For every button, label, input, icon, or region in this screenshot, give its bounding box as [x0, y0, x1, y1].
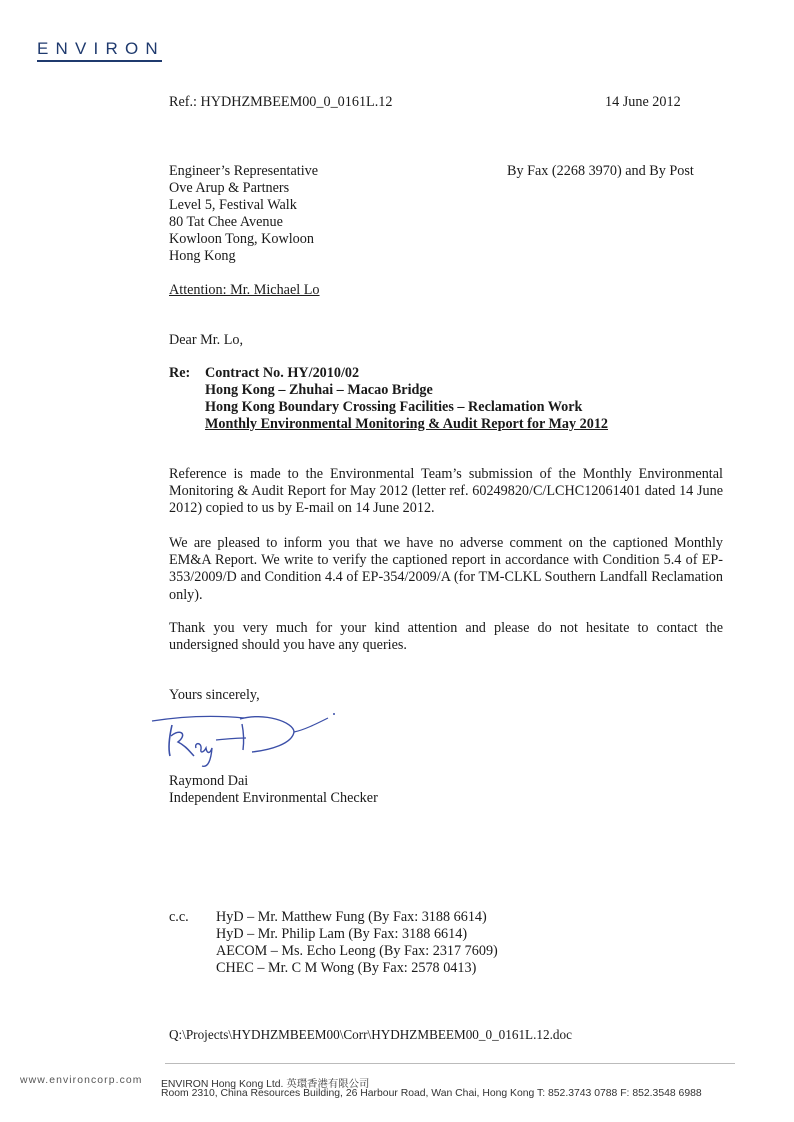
salutation: Dear Mr. Lo, [169, 332, 244, 348]
signatory-title: Independent Environmental Checker [169, 790, 378, 806]
signatory-name: Raymond Dai [169, 773, 249, 789]
re-label: Re: [169, 365, 191, 381]
logo-underline [37, 60, 162, 62]
subject-line: Hong Kong – Zhuhai – Macao Bridge [205, 382, 433, 398]
reference-number: Ref.: HYDHZMBEEM00_0_0161L.12 [169, 94, 393, 110]
attention-line: Attention: Mr. Michael Lo [169, 282, 320, 298]
body-paragraph: We are pleased to inform you that we have no adverse comment on the captioned Monthly EM&A Report. We write to verify the captioned report in accordance with Condition 5.4 of EP-353/2009/D and Condition 4.4 of EP-354/2009/A (for TM-CLKL Southern Landfall Reclamation only). [169, 535, 723, 603]
letter-date: 14 June 2012 [605, 94, 681, 110]
footer-divider [165, 1063, 735, 1064]
address-line: Hong Kong [169, 248, 236, 264]
address-line: 80 Tat Chee Avenue [169, 214, 283, 230]
cc-label: c.c. [169, 909, 189, 925]
delivery-method: By Fax (2268 3970) and By Post [507, 163, 694, 179]
address-line: Engineer’s Representative [169, 163, 319, 179]
cc-item: CHEC – Mr. C M Wong (By Fax: 2578 0413) [216, 960, 477, 976]
footer-company: ENVIRON Hong Kong Ltd. 英環香港有限公司 [161, 1079, 370, 1090]
subject-line: Hong Kong Boundary Crossing Facilities – Reclamation Work [205, 399, 583, 415]
subject-block [205, 365, 608, 433]
footer-address: Room 2310, China Resources Building, 26 Harbour Road, Wan Chai, Hong Kong T: 852.3743 0788 F: 852.3548 6988 [161, 1088, 702, 1099]
closing: Yours sincerely, [169, 687, 260, 703]
address-line: Kowloon Tong, Kowloon [169, 231, 314, 247]
body-paragraph: Reference is made to the Environmental Team’s submission of the Monthly Environmental Monitoring & Audit Report for May 2012 (letter ref. 60249820/C/LCHC12061401 dated 14 June 2012) copied to us by E-mail on 14 June 2012. [169, 466, 723, 517]
cc-item: HyD – Mr. Matthew Fung (By Fax: 3188 6614) [216, 909, 487, 925]
file-path: Q:\Projects\HYDHZMBEEM00\Corr\HYDHZMBEEM00_0_0161L.12.doc [169, 1027, 572, 1042]
company-logo: ENVIRON [37, 39, 165, 58]
recipient-address [169, 163, 318, 265]
body-paragraph: Thank you very much for your kind attention and please do not hesitate to contact the undersigned should you have any queries. [169, 620, 723, 654]
subject-line: Contract No. HY/2010/02 [205, 365, 360, 381]
cc-item: HyD – Mr. Philip Lam (By Fax: 3188 6614) [216, 926, 468, 942]
subject-line: Monthly Environmental Monitoring & Audit Report for May 2012 [205, 416, 609, 432]
cc-item: AECOM – Ms. Echo Leong (By Fax: 2317 7609) [216, 943, 498, 959]
handwritten-signature [144, 706, 344, 776]
address-line: Ove Arup & Partners [169, 180, 290, 196]
footer-website: www.environcorp.com [20, 1075, 143, 1086]
address-line: Level 5, Festival Walk [169, 197, 297, 213]
cc-list [216, 909, 498, 977]
